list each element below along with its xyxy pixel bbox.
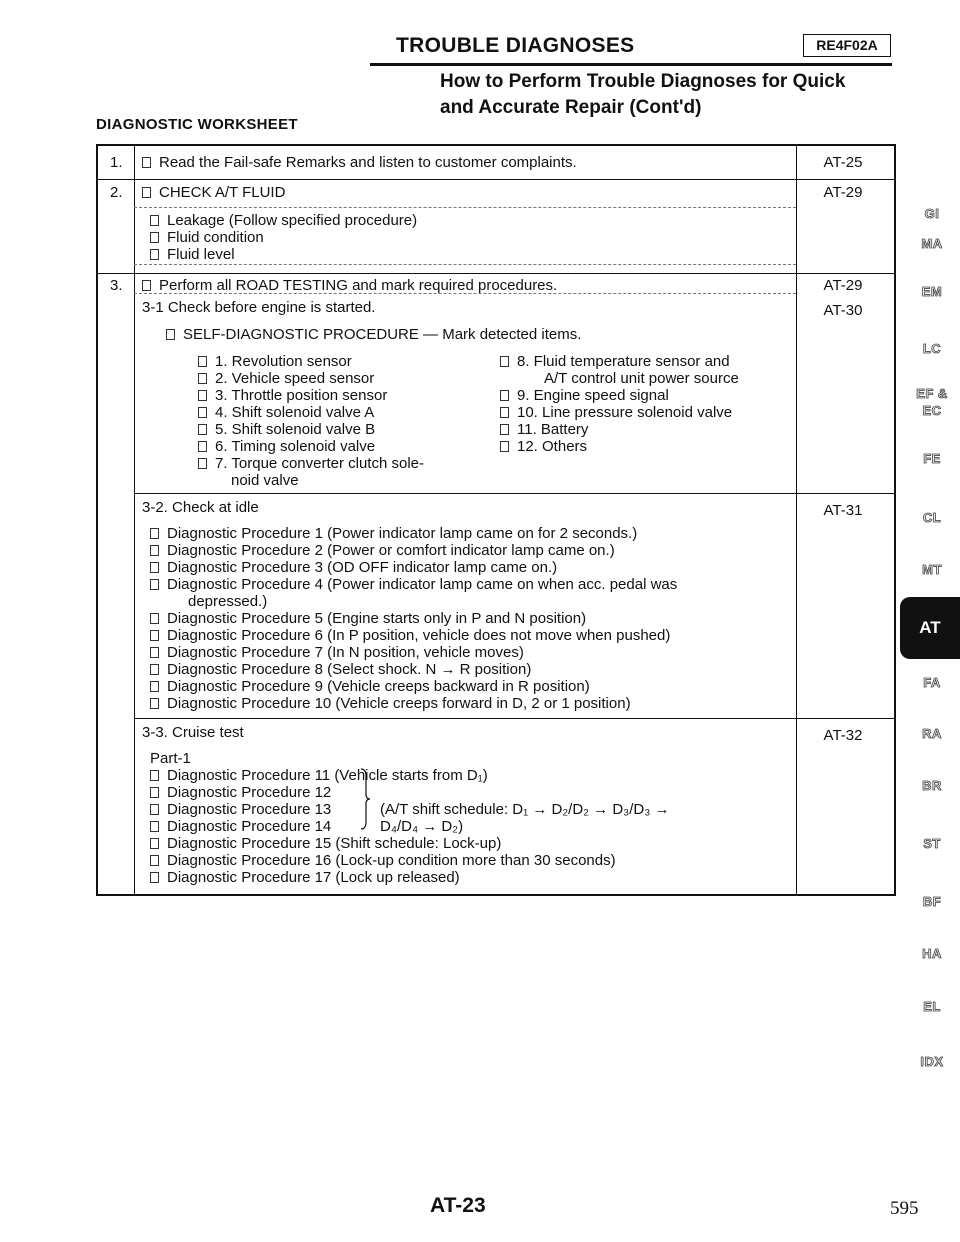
cruise-test-item: Diagnostic Procedure 11 (Vehicle starts from D₁) xyxy=(150,767,488,785)
tab-fa[interactable]: FA xyxy=(923,675,941,690)
step-number: 3. xyxy=(110,277,123,294)
self-diag-item: 9. Engine speed signal xyxy=(500,387,669,405)
checkbox[interactable] xyxy=(166,329,175,340)
self-diag-item: 4. Shift solenoid valve A xyxy=(198,404,374,422)
idle-check-item: Diagnostic Procedure 8 (Select shock. N → R position) xyxy=(150,661,531,679)
self-diag-item: 12. Others xyxy=(500,438,587,456)
page-number: AT-23 xyxy=(430,1194,486,1217)
subsection-3-1-reference: AT-30 xyxy=(823,302,863,319)
tab-fe[interactable]: FE xyxy=(923,451,941,466)
checkbox[interactable] xyxy=(198,373,207,384)
row-divider xyxy=(134,718,896,719)
row-divider xyxy=(134,493,896,494)
self-diag-item: 2. Vehicle speed sensor xyxy=(198,370,374,388)
subtitle-line-1: How to Perform Trouble Diagnoses for Quick xyxy=(440,71,846,92)
dashed-divider xyxy=(134,264,796,265)
checkbox[interactable] xyxy=(150,698,159,709)
grouping-brace xyxy=(360,768,370,830)
step-3 xyxy=(142,277,557,295)
checkbox[interactable] xyxy=(198,441,207,452)
tab-ec[interactable]: EC xyxy=(922,403,942,418)
checklist-item: Leakage (Follow specified procedure) xyxy=(150,212,417,230)
checkbox[interactable] xyxy=(500,424,509,435)
subsection-3-2-title: 3-2. Check at idle xyxy=(142,499,259,516)
checkbox[interactable] xyxy=(500,356,509,367)
dashed-divider xyxy=(134,207,796,208)
number-column-divider xyxy=(134,146,135,894)
subsection-3-2-reference: AT-31 xyxy=(823,502,863,519)
diagnostic-worksheet xyxy=(96,144,896,896)
checkbox[interactable] xyxy=(150,215,159,226)
checkbox[interactable] xyxy=(150,545,159,556)
checkbox[interactable] xyxy=(150,232,159,243)
step-number: 1. xyxy=(110,154,123,171)
cruise-test-item: Diagnostic Procedure 16 (Lock-up condition more than 30 seconds) xyxy=(150,852,616,870)
idle-check-item: Diagnostic Procedure 9 (Vehicle creeps backward in R position) xyxy=(150,678,590,696)
tab-ra[interactable]: RA xyxy=(922,726,942,741)
step-1 xyxy=(142,154,577,172)
checkbox[interactable] xyxy=(500,441,509,452)
checkbox[interactable] xyxy=(198,458,207,469)
idle-check-item: Diagnostic Procedure 4 (Power indicator lamp came on when acc. pedal was xyxy=(150,576,677,594)
tab-ef[interactable]: EF & xyxy=(916,386,948,401)
checklist-item: Fluid condition xyxy=(150,229,264,247)
checkbox[interactable] xyxy=(150,664,159,675)
checkbox[interactable] xyxy=(198,424,207,435)
checkbox[interactable] xyxy=(150,787,159,798)
cruise-test-part: Part-1 xyxy=(150,750,191,767)
subsection-3-1-title: 3-1 Check before engine is started. xyxy=(142,299,376,316)
subsection-3-3-title: 3-3. Cruise test xyxy=(142,724,244,741)
self-diag-item: 7. Torque converter clutch sole- xyxy=(198,455,424,473)
idle-check-item: Diagnostic Procedure 6 (In P position, vehicle does not move when pushed) xyxy=(150,627,670,645)
checkbox[interactable] xyxy=(500,407,509,418)
tab-el[interactable]: EL xyxy=(923,999,941,1014)
checkbox[interactable] xyxy=(150,804,159,815)
self-diag-item: 3. Throttle position sensor xyxy=(198,387,387,405)
cruise-test-item: Diagnostic Procedure 12 xyxy=(150,784,331,802)
checklist-item: Fluid level xyxy=(150,246,235,264)
subsection-3-3-reference: AT-32 xyxy=(823,727,863,744)
idle-check-item: Diagnostic Procedure 7 (In N position, vehicle moves) xyxy=(150,644,524,662)
self-diag-item: 11. Battery xyxy=(500,421,588,439)
checkbox[interactable] xyxy=(150,579,159,590)
cruise-test-item: Diagnostic Procedure 17 (Lock up released) xyxy=(150,869,460,887)
reference-column-divider xyxy=(796,146,797,894)
checkbox[interactable] xyxy=(142,187,151,198)
checkbox[interactable] xyxy=(142,280,151,291)
cruise-test-item: Diagnostic Procedure 14 xyxy=(150,818,331,836)
self-diag-item-continuation: A/T control unit power source xyxy=(544,370,739,387)
tab-ha[interactable]: HA xyxy=(922,946,942,961)
step-3-reference: AT-29 xyxy=(823,277,863,294)
step-2 xyxy=(142,184,285,202)
checkbox[interactable] xyxy=(150,838,159,849)
tab-lc[interactable]: LC xyxy=(922,341,942,356)
row-divider xyxy=(98,179,896,180)
checkbox[interactable] xyxy=(150,647,159,658)
tab-gi[interactable]: GI xyxy=(924,206,940,221)
checkbox[interactable] xyxy=(150,562,159,573)
checkbox[interactable] xyxy=(500,390,509,401)
self-diagnostic-procedure: SELF-DIAGNOSTIC PROCEDURE — Mark detected items. xyxy=(166,326,581,344)
self-diag-item: 6. Timing solenoid valve xyxy=(198,438,375,456)
sheet-number: 595 xyxy=(890,1198,919,1219)
checkbox[interactable] xyxy=(150,249,159,260)
checkbox[interactable] xyxy=(150,681,159,692)
idle-check-item: Diagnostic Procedure 3 (OD OFF indicator lamp came on.) xyxy=(150,559,557,577)
idle-check-item: Diagnostic Procedure 1 (Power indicator lamp came on for 2 seconds.) xyxy=(150,525,637,543)
page-title: TROUBLE DIAGNOSES xyxy=(396,34,635,57)
tab-cl[interactable]: CL xyxy=(922,510,942,525)
checkbox[interactable] xyxy=(150,855,159,866)
checkbox[interactable] xyxy=(198,390,207,401)
checkbox[interactable] xyxy=(150,821,159,832)
checkbox[interactable] xyxy=(150,528,159,539)
self-diag-item: 1. Revolution sensor xyxy=(198,353,352,371)
step-3-text: Perform all ROAD TESTING and mark required procedures. xyxy=(159,277,558,294)
tab-em[interactable]: EM xyxy=(921,284,943,299)
checkbox[interactable] xyxy=(150,770,159,781)
step-1-text: Read the Fail-safe Remarks and listen to customer complaints. xyxy=(159,154,577,171)
step-1-reference: AT-25 xyxy=(823,154,863,171)
self-diag-item: 8. Fluid temperature sensor and xyxy=(500,353,730,371)
self-diag-item: 10. Line pressure solenoid valve xyxy=(500,404,732,422)
checkbox[interactable] xyxy=(150,613,159,624)
title-rule xyxy=(370,63,892,66)
self-diag-item-continuation: noid valve xyxy=(231,472,299,489)
tab-idx[interactable]: IDX xyxy=(920,1054,944,1069)
subtitle-line-2: and Accurate Repair (Cont'd) xyxy=(440,97,702,118)
self-diag-item: 5. Shift solenoid valve B xyxy=(198,421,375,439)
tab-ma[interactable]: MA xyxy=(921,236,943,251)
tab-bf[interactable]: BF xyxy=(922,894,942,909)
cruise-test-item: Diagnostic Procedure 15 (Shift schedule: Lock-up) xyxy=(150,835,501,853)
page-subtitle xyxy=(440,69,845,121)
checkbox[interactable] xyxy=(198,407,207,418)
step-2-text: CHECK A/T FLUID xyxy=(159,184,286,201)
tab-mt[interactable]: MT xyxy=(922,562,942,577)
idle-check-item: Diagnostic Procedure 10 (Vehicle creeps forward in D, 2 or 1 position) xyxy=(150,695,631,713)
checkbox[interactable] xyxy=(142,157,151,168)
step-2-reference: AT-29 xyxy=(823,184,863,201)
shift-schedule-note-line-1: (A/T shift schedule: D₁ → D₂/D₂ → D₃/D₃ → xyxy=(380,801,670,818)
checkbox[interactable] xyxy=(150,630,159,641)
checkbox[interactable] xyxy=(198,356,207,367)
step-number: 2. xyxy=(110,184,123,201)
idle-check-item: Diagnostic Procedure 2 (Power or comfort indicator lamp came on.) xyxy=(150,542,615,560)
tab-at-active[interactable]: AT xyxy=(900,597,960,659)
cruise-test-item: Diagnostic Procedure 13 xyxy=(150,801,331,819)
checkbox[interactable] xyxy=(150,872,159,883)
shift-schedule-note-line-2: D₄/D₄ → D₂) xyxy=(380,818,464,835)
tab-br[interactable]: BR xyxy=(922,778,942,793)
row-divider xyxy=(98,273,896,274)
section-title: DIAGNOSTIC WORKSHEET xyxy=(96,116,298,133)
model-code-badge: RE4F02A xyxy=(803,34,891,57)
tab-st[interactable]: ST xyxy=(923,836,941,851)
idle-check-item-continuation: depressed.) xyxy=(188,593,268,610)
idle-check-item: Diagnostic Procedure 5 (Engine starts only in P and N position) xyxy=(150,610,586,628)
